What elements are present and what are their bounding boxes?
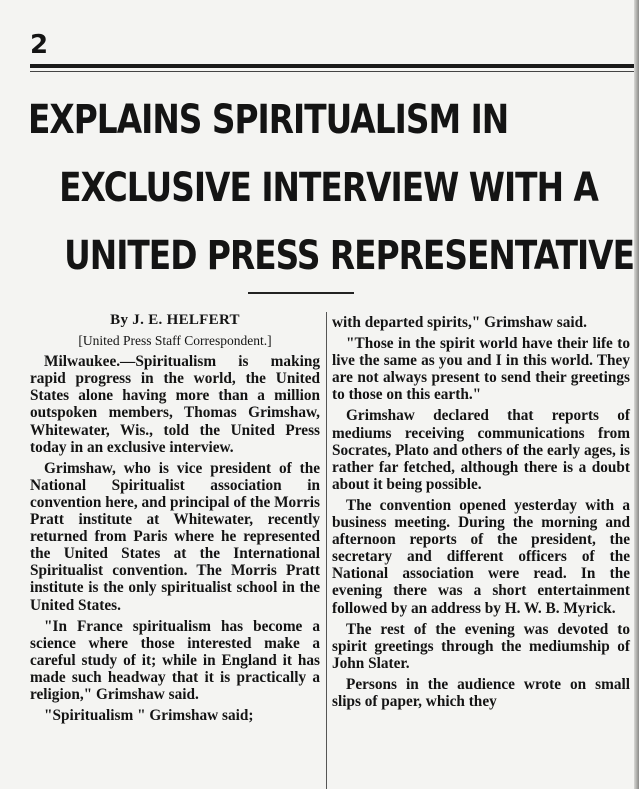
paragraph: The convention opened yesterday with a business meeting. During the morning and afternoon reports of the president, the secretary and different officers of the National association were read. In the evening there was a short entertainment followed by an address by H. W. B. Myrick. <box>332 496 630 617</box>
headline-divider <box>248 292 354 294</box>
headline-line-2: EXCLUSIVE INTERVIEW WITH A <box>59 165 598 211</box>
masthead-rule-thin <box>30 71 639 72</box>
paragraph: Grimshaw, who is vice president of the National Spiritualist association in convention here, and principal of the Morris Pratt institute at Whitewater, recently returned from Paris where he represented the United States at the International Spiritualist convention. The Morris Pratt institute is the only spiritualist school in the United States. <box>30 459 320 614</box>
headline-line-3: UNITED PRESS REPRESENTATIVE <box>64 233 635 279</box>
byline: By J. E. HELFERT <box>110 312 240 328</box>
paragraph: "Spiritualism " Grimshaw said; <box>44 707 254 725</box>
paragraph: Persons in the audience wrote on small slips of paper, which they <box>332 675 630 710</box>
paragraph: The rest of the evening was devoted to spirit greetings through the mediumship of John Slater. <box>332 620 630 672</box>
article-column-2 <box>332 314 630 714</box>
page-edge <box>634 0 639 789</box>
paragraph: Milwaukee.—Spiritualism is making rapid progress in the world, the United States alone having more than a million outspoken members, Thomas Grimshaw, Whitewater, Wis., told the United Press today in an exclusive interview. <box>30 353 320 456</box>
staff-credit: [United Press Staff Correspondent.] <box>78 333 272 349</box>
paragraph: Grimshaw declared that reports of mediums receiving communications from Socrates, Plato and others of the early ages, is rather far fetched, although there is a doubt about it being possible. <box>332 407 630 493</box>
paragraph: with departed spirits," Grimshaw said. <box>332 314 587 331</box>
page-number: 2 <box>30 30 49 60</box>
paragraph: "In France spiritualism has become a science where those interested make a careful study of it; while in England it has made such headway that it is practically a religion," Grimshaw said. <box>30 617 320 703</box>
column-divider <box>326 312 327 789</box>
headline-line-1: EXPLAINS SPIRITUALISM IN <box>28 97 509 143</box>
paragraph: "Those in the spirit world have their life to live the same as you and I in this world. They are not always present to send their greetings to those on this earth." <box>332 335 630 404</box>
masthead-rule <box>30 64 639 68</box>
headline <box>28 86 635 290</box>
article-column-1 <box>30 312 320 728</box>
